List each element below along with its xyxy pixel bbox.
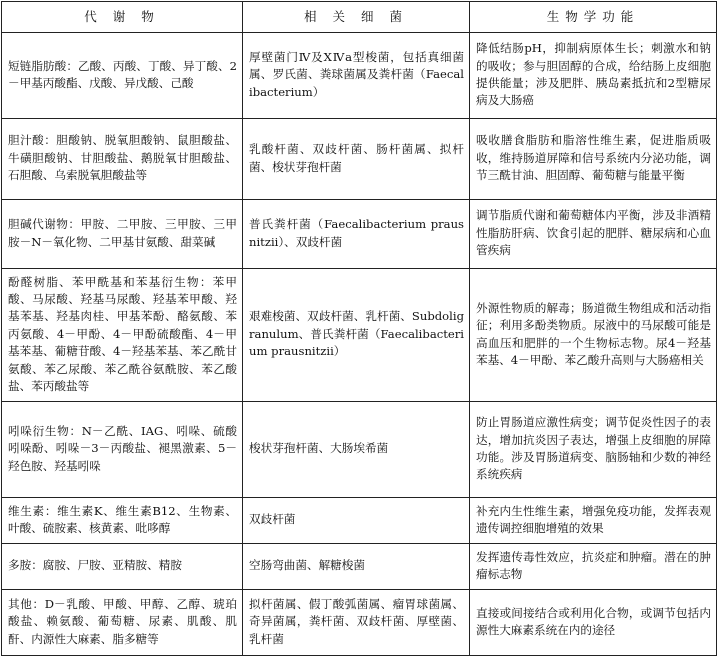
function-cell: 调节脂质代谢和葡萄糖体内平衡，涉及非酒精性脂肪肝病、饮食引起的肥胖、糖尿病和心血管疾病 bbox=[470, 200, 717, 269]
metabolite-cell: 多胺：腐胺、尸胺、亚精胺、精胺 bbox=[2, 544, 243, 590]
table-row bbox=[2, 402, 717, 498]
bacteria-cell: 乳酸杆菌、双歧杆菌、肠杆菌属、拟杆菌、梭状芽孢杆菌 bbox=[243, 119, 470, 200]
metabolite-bacteria-table bbox=[1, 1, 717, 656]
function-cell: 防止胃肠道应激性病变；调节促炎性因子的表达，增加抗炎因子表达，增强上皮细胞的屏障功能。涉及胃肠道病变、脑肠轴和少数的神经系统疾病 bbox=[470, 402, 717, 498]
metabolite-cell: 短链脂肪酸：乙酸、丙酸、丁酸、异丁酸、2－甲基丙酸酯、戊酸、异戊酸、己酸 bbox=[2, 33, 243, 119]
bacteria-cell: 艰难梭菌、双歧杆菌、乳杆菌、Subdoligranulum、普氏粪杆菌（Faecalibacterium prausnitzii） bbox=[243, 269, 470, 402]
header-row bbox=[2, 2, 717, 33]
metabolite-cell: 胆汁酸：胆酸钠、脱氧胆酸钠、鼠胆酸盐、牛磺胆酸钠、甘胆酸盐、鹅脱氧甘胆酸盐、石胆酸、乌索脱氧胆酸盐等 bbox=[2, 119, 243, 200]
bacteria-cell: 拟杆菌属、假丁酸弧菌属、瘤胃球菌属、奇异菌属，粪杆菌、双歧杆菌、厚壁菌、乳杆菌 bbox=[243, 590, 470, 656]
metabolite-cell: 胆碱代谢物：甲胺、二甲胺、三甲胺、三甲胺－N－氧化物、二甲基甘氨酸、甜菜碱 bbox=[2, 200, 243, 269]
bacteria-cell: 空肠弯曲菌、解糖梭菌 bbox=[243, 544, 470, 590]
header-function: 生物学功能 bbox=[470, 2, 717, 33]
bacteria-cell: 普氏粪杆菌（Faecalibacterium prausnitzii）、双歧杆菌 bbox=[243, 200, 470, 269]
table-row bbox=[2, 200, 717, 269]
function-cell: 降低结肠pH，抑制病原体生长；刺激水和钠的吸收；参与胆固醇的合成，给结肠上皮细胞提供能量；涉及肥胖、胰岛素抵抗和2型糖尿病及大肠癌 bbox=[470, 33, 717, 119]
bacteria-cell: 双歧杆菌 bbox=[243, 498, 470, 544]
table-row bbox=[2, 544, 717, 590]
function-cell: 外源性物质的解毒；肠道微生物组成和活动指征；利用多酚类物质。尿液中的马尿酸可能是高血压和肥胖的一个生物标志物。尿4－羟基苯基、4－甲酚、苯乙酸升高则与大肠癌相关 bbox=[470, 269, 717, 402]
metabolite-cell: 其他：D－乳酸、甲酸、甲醇、乙醇、琥珀酸盐、赖氨酸、葡萄糖、尿素、肌酸、肌酐、内源性大麻素、脂多糖等 bbox=[2, 590, 243, 656]
header-metabolite: 代 谢 物 bbox=[2, 2, 243, 33]
function-cell: 吸收膳食脂肪和脂溶性维生素，促进脂质吸收，维持肠道屏障和信号系统内分泌功能，调节三酰甘油、胆固醇、葡萄糖与能量平衡 bbox=[470, 119, 717, 200]
bacteria-cell: 厚壁菌门Ⅳ及ⅩⅣa型梭菌，包括真细菌属、罗氏菌、粪球菌属及粪杆菌（Faecalibacterium） bbox=[243, 33, 470, 119]
function-cell: 发挥遗传毒性效应，抗炎症和肿瘤。潜在的肿瘤标志物 bbox=[470, 544, 717, 590]
header-bacteria: 相 关 细 菌 bbox=[243, 2, 470, 33]
function-cell: 补充内生性维生素，增强免疫功能，发挥表观遗传调控细胞增殖的效果 bbox=[470, 498, 717, 544]
metabolite-cell: 酚醛树脂、苯甲酰基和苯基衍生物：苯甲酸、马尿酸、羟基马尿酸、羟基苯甲酸、羟基苯基、羟基肉桂、甲基苯酚、酪氨酸、苯丙氨酸、4－甲酚、4－甲酚硫酸酯、4－甲基苯基、葡糖苷酸、4－羟基苯基、苯乙酰甘氨酸、苯乙尿酸、苯乙酰谷氨酰胺、苯乙酸盐、苯丙酸盐等 bbox=[2, 269, 243, 402]
table-row bbox=[2, 498, 717, 544]
table-row bbox=[2, 33, 717, 119]
table-row bbox=[2, 269, 717, 402]
table-row bbox=[2, 590, 717, 656]
metabolite-cell: 吲哚衍生物：N－乙酰、IAG、吲哚、硫酸吲哚酚、吲哚－3－丙酸盐、褪黑激素、5－羟色胺、羟基吲哚 bbox=[2, 402, 243, 498]
function-cell: 直接或间接结合或利用化合物，或调节包括内源性大麻素系统在内的途径 bbox=[470, 590, 717, 656]
table-row bbox=[2, 119, 717, 200]
bacteria-cell: 梭状芽孢杆菌、大肠埃希菌 bbox=[243, 402, 470, 498]
metabolite-cell: 维生素：维生素K、维生素B12、生物素、叶酸、硫胺素、核黄素、吡哆醇 bbox=[2, 498, 243, 544]
